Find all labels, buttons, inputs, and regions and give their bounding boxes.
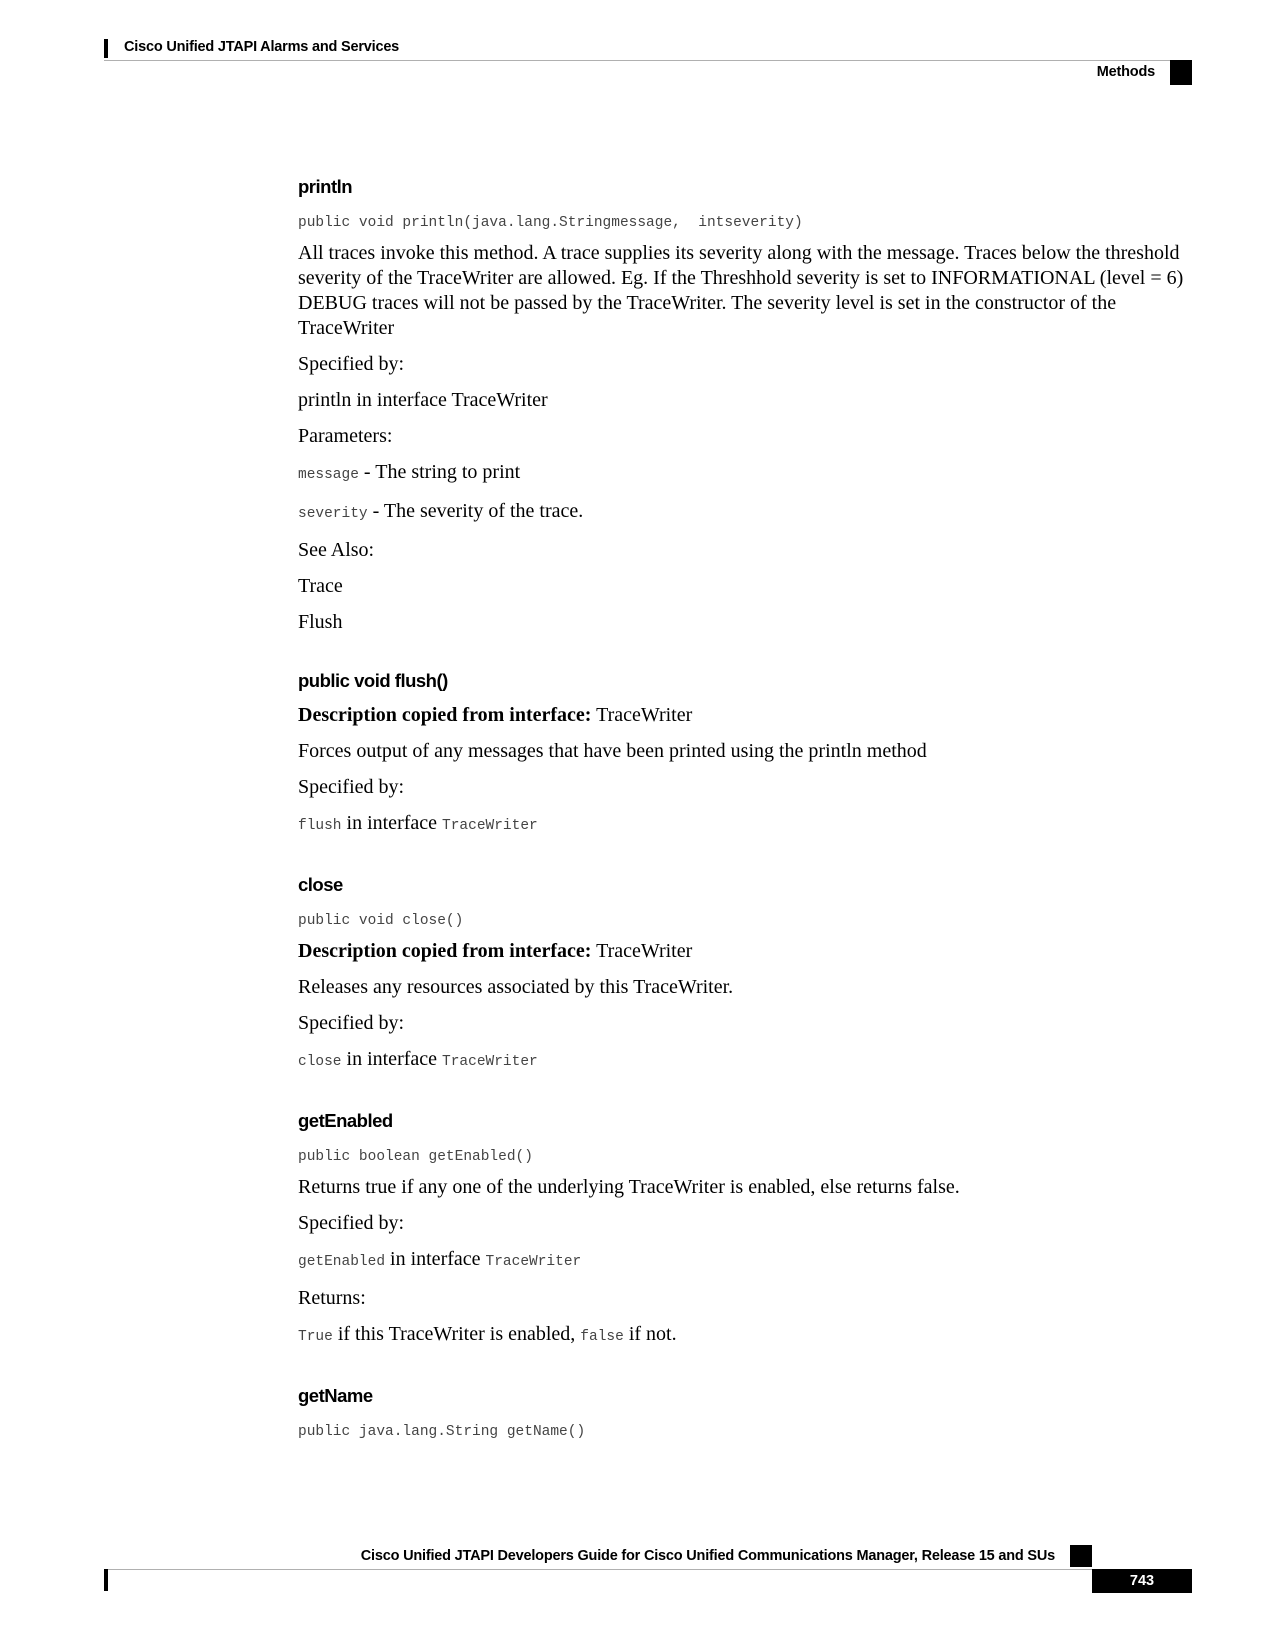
method-close: [298, 873, 1193, 1075]
method-println: [298, 175, 1193, 635]
spec-method: close: [298, 1054, 342, 1070]
specified-by-value: [298, 1247, 1193, 1275]
method-description: Returns true if any one of the underlying TraceWriter is enabled, else returns false.: [298, 1176, 960, 1198]
parameter-item: [298, 499, 1193, 527]
description-source: [298, 703, 1193, 728]
method-signature: public java.lang.String getName(): [298, 1424, 586, 1440]
method-getname: [298, 1384, 1193, 1442]
method-signature: public void println(java.lang.Stringmessage, intseverity): [298, 215, 803, 231]
header-block: [1170, 60, 1192, 85]
header-rule: [104, 60, 1192, 61]
spec-method: getEnabled: [298, 1254, 386, 1270]
header-section: Methods: [1096, 64, 1155, 80]
method-getenabled: [298, 1109, 1193, 1350]
method-description: All traces invoke this method. A trace supplies its severity along with the message. Traces below the threshold severity of the TraceWriter are allowed. Eg. If the Threshhold severity is set to INFORMATIONAL (level = 6) DEBUG traces will not be passed by the TraceWriter. The severity level is set in the constructor of the TraceWriter: [298, 242, 1184, 339]
footer-bar: [104, 1569, 108, 1591]
parameter-desc: - The string to print: [358, 461, 521, 483]
return-true: True: [298, 1329, 333, 1345]
method-heading: getEnabled: [298, 1110, 393, 1131]
method-heading: public void flush(): [298, 670, 448, 691]
spec-interface: TraceWriter: [442, 1054, 538, 1070]
parameter-desc: - The severity of the trace.: [367, 500, 584, 522]
returns-label: Returns:: [298, 1287, 366, 1309]
spec-interface: TraceWriter: [485, 1254, 582, 1270]
page-content: [298, 175, 1193, 1442]
footer-rule: [104, 1569, 1192, 1570]
parameter-name: message: [298, 467, 359, 483]
description-label: Description copied from interface:: [298, 704, 592, 726]
page-number: 743: [1092, 1569, 1192, 1593]
method-heading: println: [298, 176, 353, 197]
description-label: Description copied from interface:: [298, 940, 592, 962]
description-source: [298, 939, 1193, 964]
specified-by-value: [298, 1047, 1193, 1075]
method-heading: getName: [298, 1385, 373, 1406]
spec-middle: in interface: [341, 1048, 443, 1070]
method-description: Forces output of any messages that have been printed using the println method: [298, 740, 927, 762]
spec-middle: in interface: [385, 1248, 486, 1270]
header-title: Cisco Unified JTAPI Alarms and Services: [124, 39, 400, 55]
see-also-link-flush[interactable]: Flush: [298, 611, 343, 633]
method-flush: [298, 669, 1193, 839]
specified-by-label: Specified by:: [298, 1212, 405, 1234]
spec-method: flush: [298, 818, 342, 834]
return-middle: if this TraceWriter is enabled,: [332, 1323, 581, 1345]
parameter-item: [298, 460, 1193, 488]
spec-middle: in interface: [341, 812, 443, 834]
footer-title: Cisco Unified JTAPI Developers Guide for Cisco Unified Communications Manager, Release 15 and SUs: [360, 1548, 1055, 1564]
specified-by-label: Specified by:: [298, 1012, 405, 1034]
specified-by-label: Specified by:: [298, 776, 405, 798]
see-also-label: See Also:: [298, 539, 375, 561]
method-signature: public boolean getEnabled(): [298, 1149, 533, 1165]
footer-block: [1070, 1545, 1092, 1567]
return-end: if not.: [623, 1323, 677, 1345]
parameter-name: severity: [298, 506, 368, 522]
description-interface: TraceWriter: [591, 940, 693, 962]
returns-value: [298, 1322, 1193, 1350]
specified-by-value: [298, 811, 1193, 839]
return-false: false: [580, 1329, 624, 1345]
header-bar: [104, 39, 108, 58]
see-also-link-trace[interactable]: Trace: [298, 575, 343, 597]
method-description: Releases any resources associated by this TraceWriter.: [298, 976, 734, 998]
specified-by-value: println in interface TraceWriter: [298, 389, 548, 411]
description-interface: TraceWriter: [591, 704, 693, 726]
method-signature: public void close(): [298, 913, 464, 929]
spec-interface: TraceWriter: [442, 818, 538, 834]
parameters-label: Parameters:: [298, 425, 393, 447]
method-heading: close: [298, 874, 343, 895]
specified-by-label: Specified by:: [298, 353, 405, 375]
